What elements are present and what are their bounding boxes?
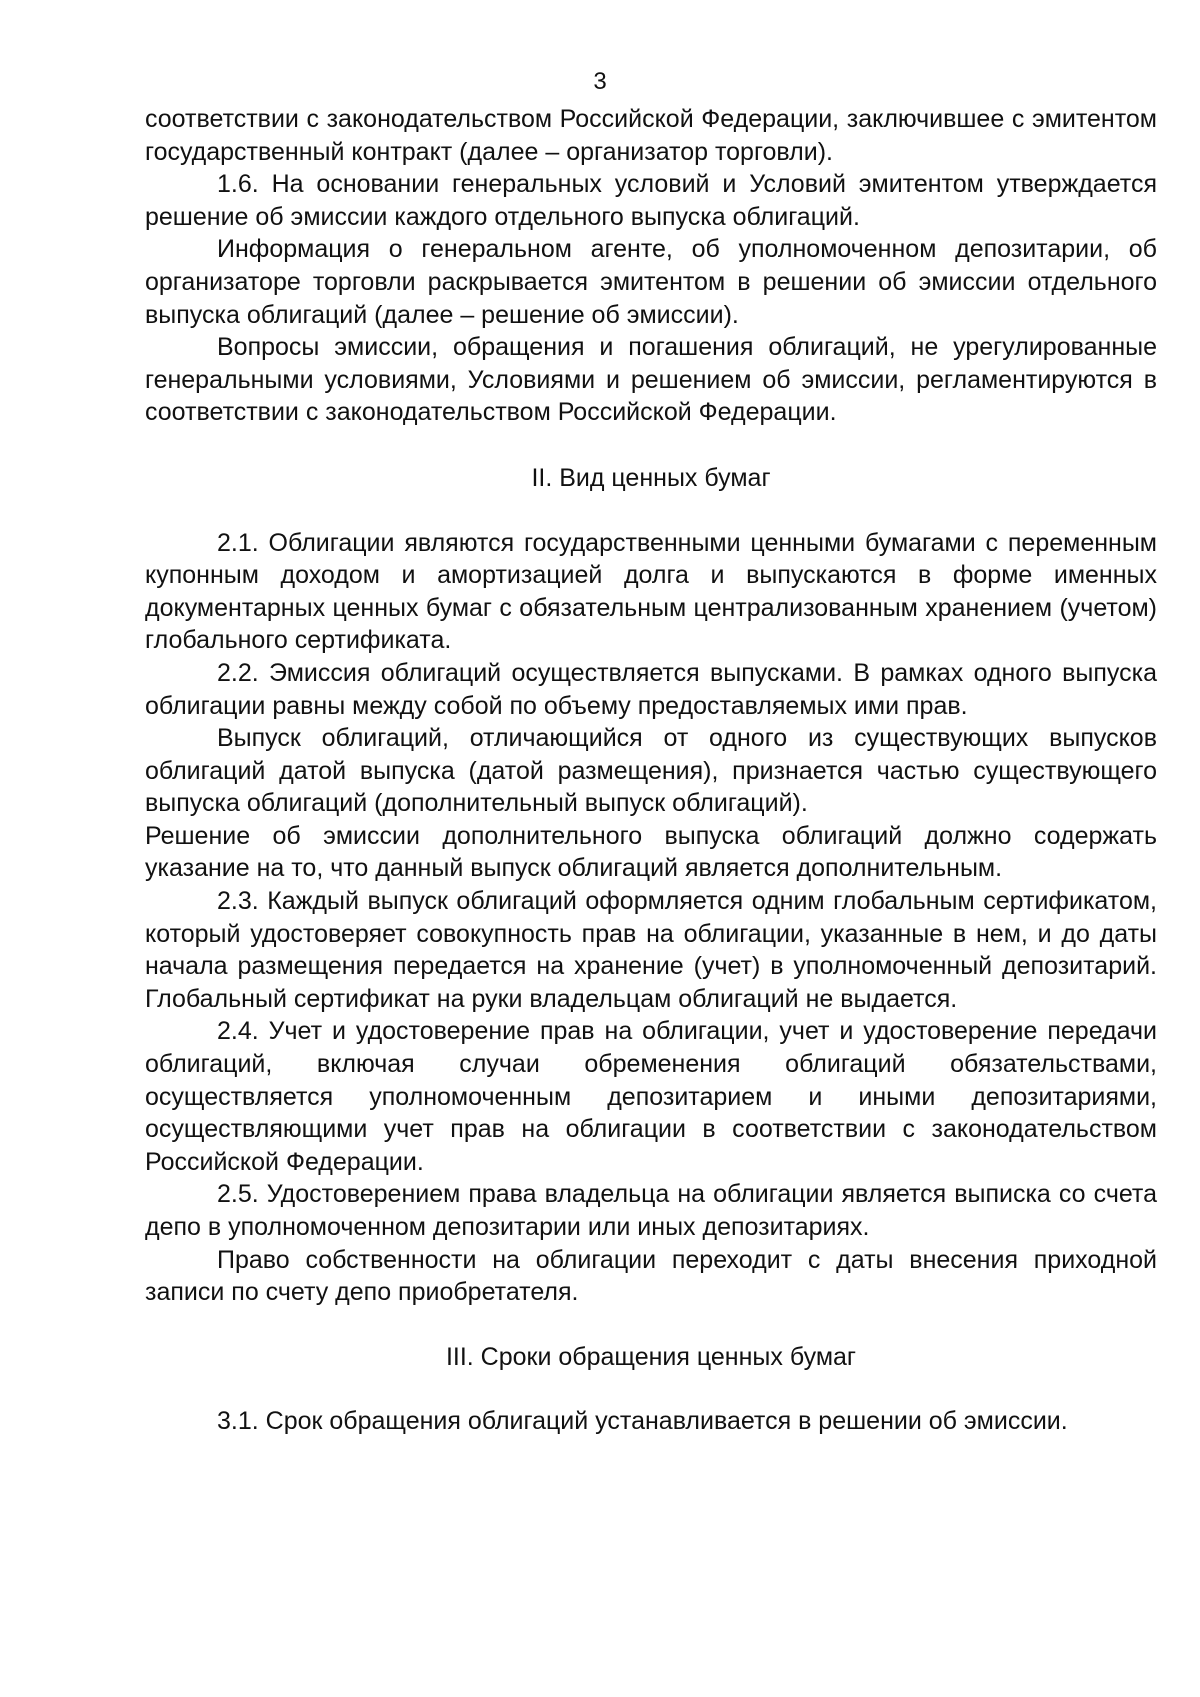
paragraph-2-5: 2.5. Удостоверением права владельца на облигации является выписка со счета депо в уполномоченном депозитарии или иных депозитариях. xyxy=(145,1180,1157,1241)
paragraph-2-3: 2.3. Каждый выпуск облигаций оформляется одним глобальным сертификатом, который удостоверяет совокупность прав на облигации, указанные в нем, и до даты начала размещения передается на хранение (учет) в уполномоченный депозитарий. Глобальный сертификат на руки владельцам облигаций не выдается. xyxy=(145,887,1157,1013)
paragraph-2-1: 2.1. Облигации являются государственными ценными бумагами с переменным купонным доходом и амортизацией долга и выпускаются в форме именных документарных ценных бумаг с обязательным централизованным хранением (учетом) глобального сертификата. xyxy=(145,528,1157,655)
paragraph: соответствии с законодательством Российской Федерации, заключившее с эмитентом государственный контракт (далее – организатор торговли). xyxy=(145,105,1157,166)
paragraph: Выпуск облигаций, отличающийся от одного из существующих выпусков облигаций датой выпуска (датой размещения), признается частью существующего выпуска облигаций (дополнительный выпуск облигаций). xyxy=(145,724,1157,818)
paragraph-1-6: 1.6. На основании генеральных условий и Условий эмитентом утверждается решение об эмиссии каждого отдельного выпуска облигаций. xyxy=(145,170,1157,231)
paragraph: Вопросы эмиссии, обращения и погашения облигаций, не урегулированные генеральными условиями, Условиями и решением об эмиссии, регламентируются в соответствии с законодательством Российской Федерации. xyxy=(145,333,1157,427)
paragraph: Решение об эмиссии дополнительного выпуска облигаций должно содержать указание на то, что данный выпуск облигаций является дополнительным. xyxy=(145,821,1157,883)
document-body xyxy=(145,103,1157,1438)
section-heading-3: III. Сроки обращения ценных бумаг xyxy=(445,1342,857,1371)
paragraph-2-4: 2.4. Учет и удостоверение прав на облигации, учет и удостоверение передачи облигаций, включая случаи обременения облигаций обязательствами, осуществляется уполномоченным депозитарием и иными депозитариями, осуществляющими учет прав на облигации в соответствии с законодательством Российской Федерации. xyxy=(145,1017,1157,1176)
paragraph: Информация о генеральном агенте, об уполномоченном депозитарии, об организаторе торговли раскрывается эмитентом в решении об эмиссии отдельного выпуска облигаций (далее – решение об эмиссии). xyxy=(145,235,1157,329)
paragraph: Право собственности на облигации переходит с даты внесения приходной записи по счету депо приобретателя. xyxy=(145,1245,1157,1307)
section-heading-2: II. Вид ценных бумаг xyxy=(531,463,771,492)
page-number: 3 xyxy=(593,68,607,95)
paragraph-3-1: 3.1. Срок обращения облигаций устанавливается в решении об эмиссии. xyxy=(217,1407,1068,1436)
paragraph-2-2: 2.2. Эмиссия облигаций осуществляется выпусками. В рамках одного выпуска облигации равны между собой по объему предоставляемых ими прав. xyxy=(145,658,1157,720)
